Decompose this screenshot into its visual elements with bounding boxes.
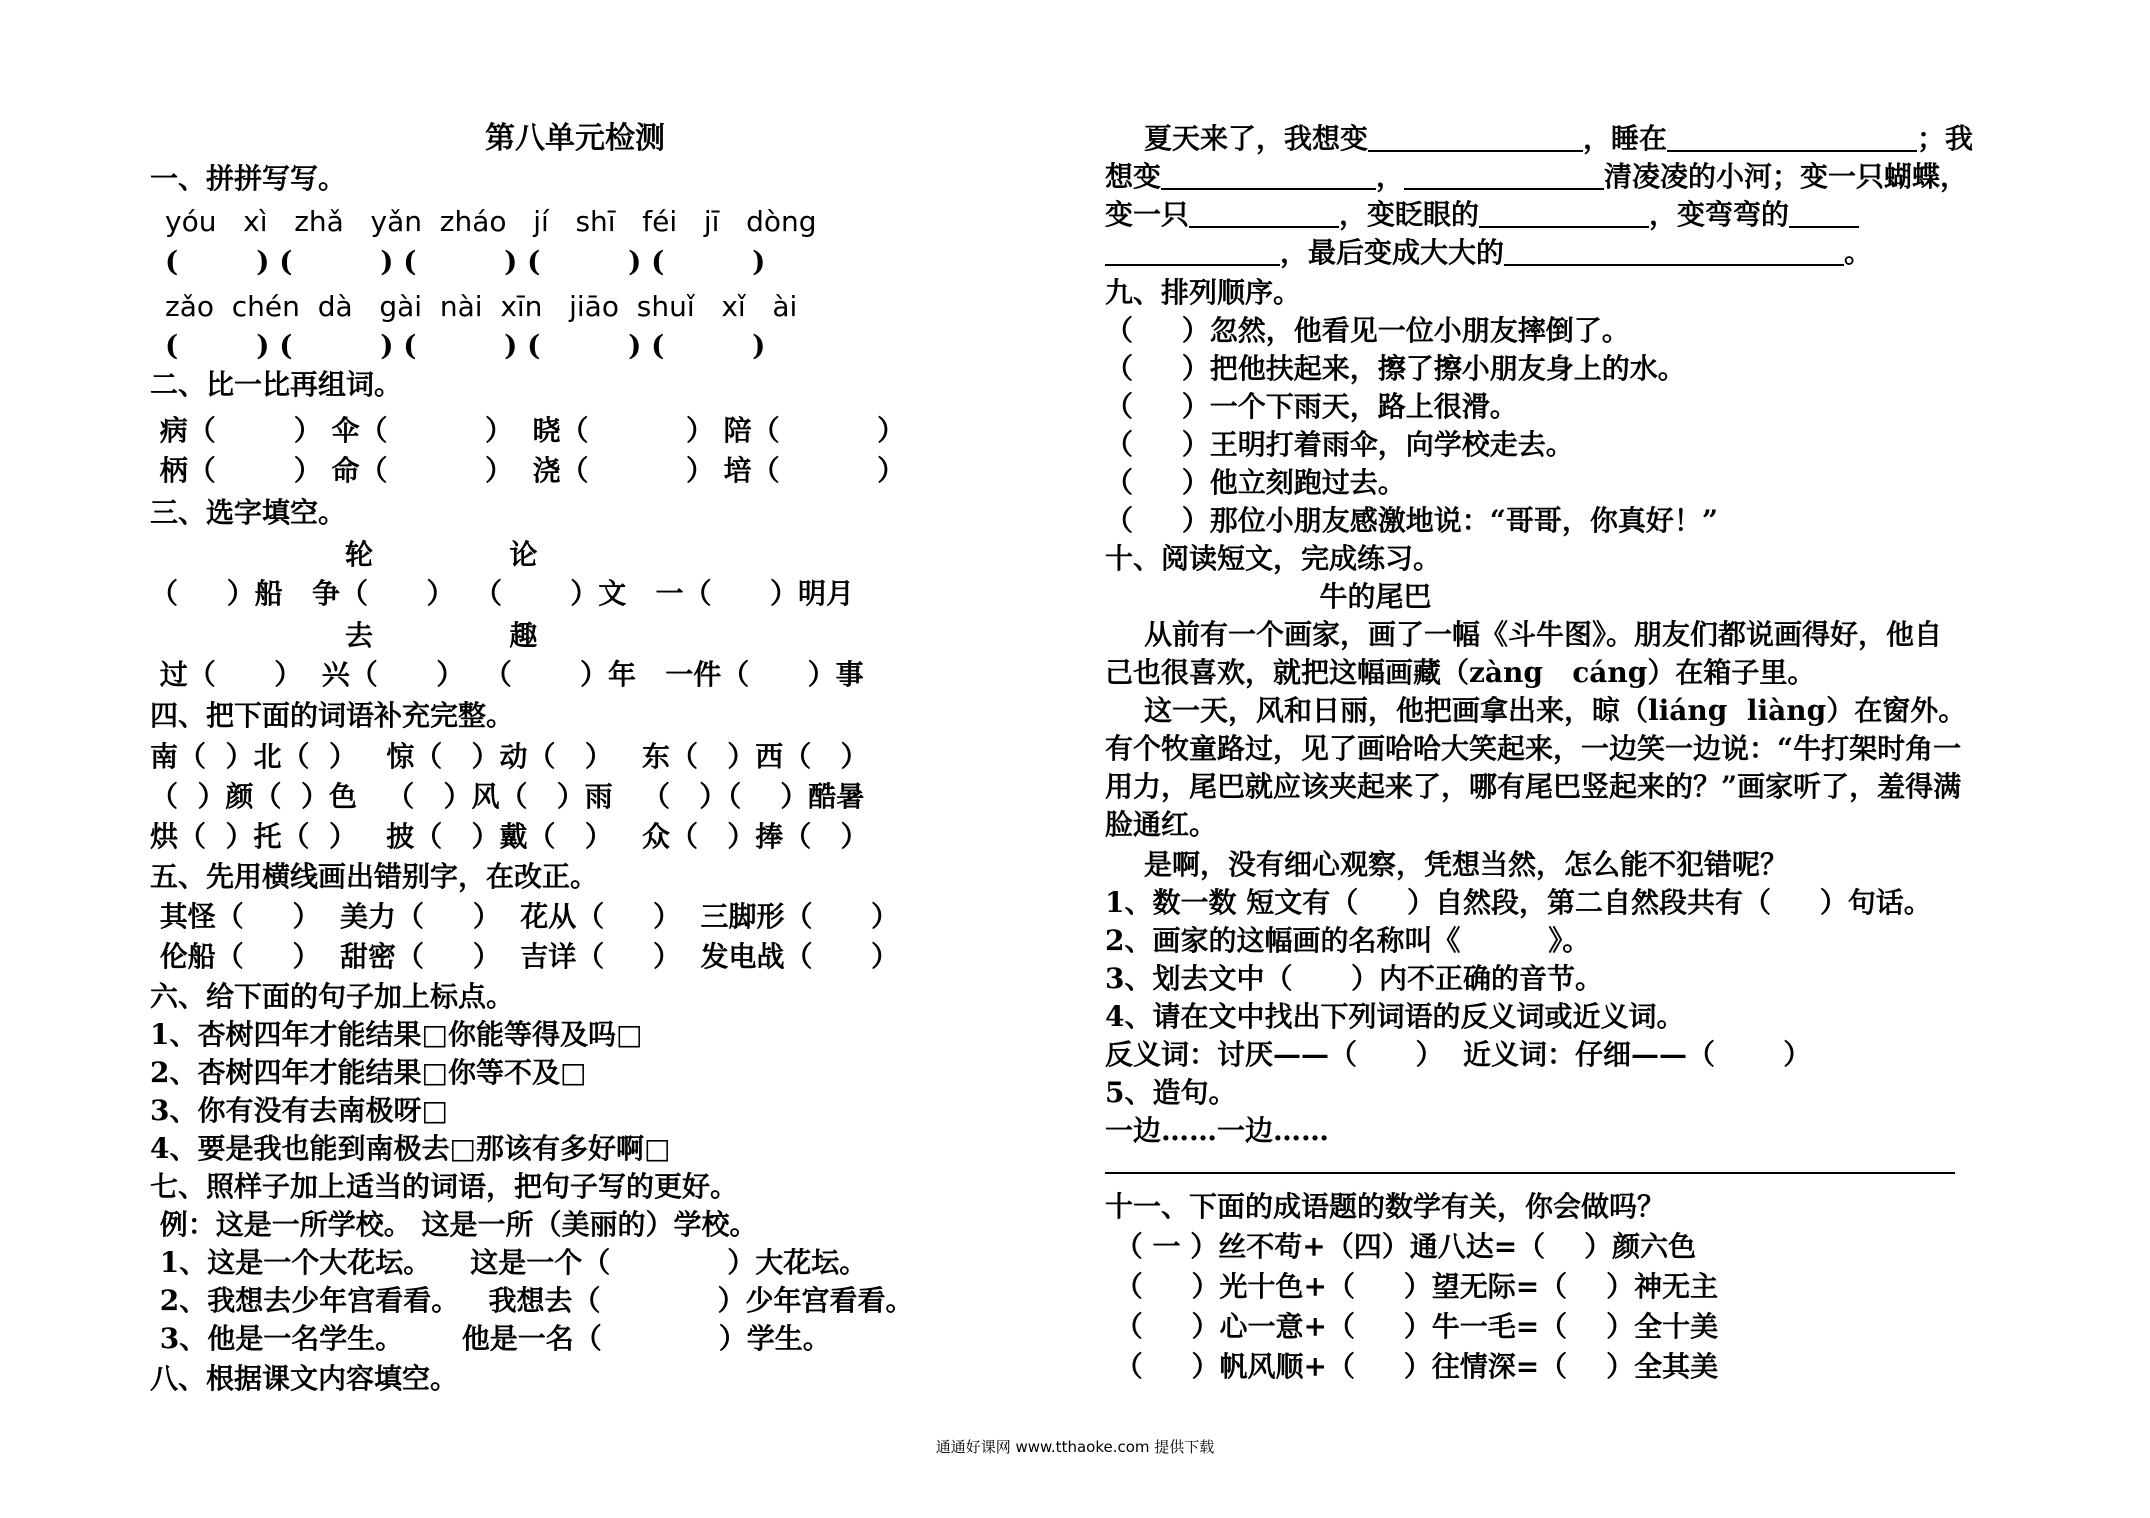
sentence-words: 一边……一边…… — [1105, 1114, 1330, 1147]
answer-line — [1105, 1172, 1955, 1174]
fill-line-4: ，最后变成大大的 。 — [1105, 234, 1872, 272]
order-item-6: （ ）那位小朋友感激地说：“哥哥，你真好！” — [1105, 504, 1718, 537]
pinyin-row-1: yóu xì zhǎ yǎn zháo jí shī féi jī dòng — [165, 205, 817, 238]
order-item-5: （ ）他立刻跑过去。 — [1105, 466, 1406, 499]
order-item-2: （ ）把他扶起来，擦了擦小朋友身上的水。 — [1105, 352, 1686, 385]
section-7-heading: 七、照样子加上适当的词语，把句子写的更好。 — [150, 1170, 739, 1203]
blank-line — [1105, 238, 1280, 266]
punctuation-item-3: 3、你有没有去南极呀□ — [150, 1094, 448, 1127]
question-4-answers: 反义词：讨厌——（ ） 近义词：仔细——（ ） — [1105, 1038, 1812, 1071]
fill-line-1: 夏天来了，我想变 ，睡在 ；我 — [1105, 122, 1974, 155]
choice-row-2: 过（ ） 兴（ ） （ ）年 一件（ ）事 — [150, 658, 864, 691]
idiom-row-3: （ ）心一意+（ ）牛一毛=（ ）全十美 — [1105, 1310, 1719, 1343]
section-2-heading: 二、比一比再组词。 — [150, 368, 403, 401]
story-paragraph-2-line-1: 这一天，风和日丽，他把画拿出来，晾（liáng liàng）在窗外。 — [1105, 694, 1967, 727]
compare-row-2: 柄（ ） 命（ ） 浇（ ） 培（ ） — [150, 454, 906, 487]
compare-row-1: 病（ ） 伞（ ） 晓（ ） 陪（ ） — [150, 414, 906, 447]
expand-item-1: 1、这是一个大花坛。 这是一个（ ）大花坛。 — [150, 1246, 868, 1279]
section-5-heading: 五、先用横线画出错别字，在改正。 — [150, 860, 599, 893]
section-10-heading: 十、阅读短文，完成练习。 — [1105, 542, 1442, 575]
question-3: 3、划去文中（ ）内不正确的音节。 — [1105, 962, 1603, 995]
question-5: 5、造句。 — [1105, 1076, 1237, 1109]
blank-line — [1189, 200, 1339, 228]
story-paragraph-1-line-1: 从前有一个画家，画了一幅《斗牛图》。朋友们都说画得好，他自 — [1105, 618, 1942, 651]
idiom-row-1: （ 一 ）丝不苟+（四）通八达=（ ）颜六色 — [1105, 1230, 1697, 1263]
example-sentence: 例：这是一所学校。 这是一所（美丽的）学校。 — [150, 1208, 758, 1241]
section-4-heading: 四、把下面的词语补充完整。 — [150, 699, 515, 732]
choice-options-2: 去 趣 — [150, 619, 538, 652]
footer-credit: 通通好课网 www.tthaoke.com 提供下载 — [935, 1438, 1215, 1456]
idiom-row-2: （ ）光十色+（ ）望无际=（ ）神无主 — [1105, 1270, 1719, 1303]
fill-line-3: 变一只 ，变眨眼的 ，变弯弯的 — [1105, 196, 1859, 234]
order-item-3: （ ）一个下雨天，路上很滑。 — [1105, 390, 1518, 423]
question-4: 4、请在文中找出下列词语的反义词或近义词。 — [1105, 1000, 1685, 1033]
expand-item-2: 2、我想去少年宫看看。 我想去（ ）少年宫看看。 — [150, 1284, 914, 1317]
blank-line — [1368, 124, 1583, 152]
question-1: 1、数一数 短文有（ ）自然段，第二自然段共有（ ）句话。 — [1105, 886, 1932, 919]
story-paragraph-2-line-2: 有个牧童路过，见了画哈哈大笑起来，一边笑一边说：“牛打架时角一 — [1105, 732, 1962, 765]
choice-options-1: 轮 论 — [150, 538, 538, 571]
section-3-heading: 三、选字填空。 — [150, 496, 347, 529]
story-title: 牛的尾巴 — [1105, 580, 1432, 613]
complete-row-2: （ ）颜（ ）色 （ ）风（ ）雨 （ ）（ ）酷暑 — [150, 780, 865, 813]
blank-line — [1789, 200, 1859, 228]
section-11-heading: 十一、下面的成语题的数学有关，你会做吗？ — [1105, 1190, 1666, 1223]
typo-row-2: 伦船（ ） 甜密（ ） 吉详（ ） 发电战（ ） — [150, 940, 899, 973]
blank-line — [1504, 238, 1844, 266]
blank-line — [1161, 162, 1376, 190]
blank-line — [1667, 124, 1917, 152]
fill-line-2: 想变 ， 清凌凌的小河；变一只蝴蝶， — [1105, 160, 1969, 193]
choice-row-1: （ ）船 争（ ） （ ）文 一（ ）明月 — [150, 577, 854, 610]
page-title: 第八单元检测 — [485, 121, 665, 156]
complete-row-1: 南（ ）北（ ） 惊（ ）动（ ） 东（ ）西（ ） — [150, 740, 869, 773]
pinyin-row-2: zǎo chén dà gài nài xīn jiāo shuǐ xǐ ài — [165, 290, 798, 323]
idiom-row-4: （ ）帆风顺+（ ）往情深=（ ）全其美 — [1105, 1350, 1719, 1383]
complete-row-3: 烘（ ）托（ ） 披（ ）戴（ ） 众（ ）捧（ ） — [150, 820, 869, 853]
order-item-4: （ ）王明打着雨伞，向学校走去。 — [1105, 428, 1574, 461]
blank-line — [1404, 162, 1604, 190]
order-item-1: （ ）忽然，他看见一位小朋友摔倒了。 — [1105, 314, 1630, 347]
story-paragraph-1-line-2: 己也很喜欢，就把这幅画藏（zàng cáng）在箱子里。 — [1105, 656, 1816, 689]
section-9-heading: 九、排列顺序。 — [1105, 276, 1302, 309]
blank-line — [1479, 200, 1649, 228]
punctuation-item-2: 2、杏树四年才能结果□你等不及□ — [150, 1056, 587, 1089]
punctuation-item-1: 1、杏树四年才能结果□你能等得及吗□ — [150, 1018, 643, 1051]
expand-item-3: 3、他是一名学生。 他是一名（ ）学生。 — [150, 1322, 831, 1355]
story-paragraph-2-line-4: 脸通红。 — [1105, 808, 1218, 841]
question-2: 2、画家的这幅画的名称叫《 》。 — [1105, 924, 1591, 957]
punctuation-item-4: 4、要是我也能到南极去□那该有多好啊□ — [150, 1132, 671, 1165]
story-paragraph-3: 是啊，没有细心观察，凭想当然，怎么能不犯错呢？ — [1105, 848, 1788, 881]
story-paragraph-2-line-3: 用力，尾巴就应该夹起来了，哪有尾巴竖起来的？”画家听了，羞得满 — [1105, 770, 1962, 803]
section-8-heading: 八、根据课文内容填空。 — [150, 1362, 459, 1395]
bracket-row-1: ( ) ( ) ( ) ( ) ( ) — [165, 245, 766, 278]
bracket-row-2: ( ) ( ) ( ) ( ) ( ) — [165, 329, 766, 362]
typo-row-1: 其怪（ ） 美力（ ） 花从（ ） 三脚形（ ） — [150, 900, 899, 933]
section-6-heading: 六、给下面的句子加上标点。 — [150, 980, 515, 1013]
section-1-heading: 一、拼拼写写。 — [150, 162, 347, 195]
